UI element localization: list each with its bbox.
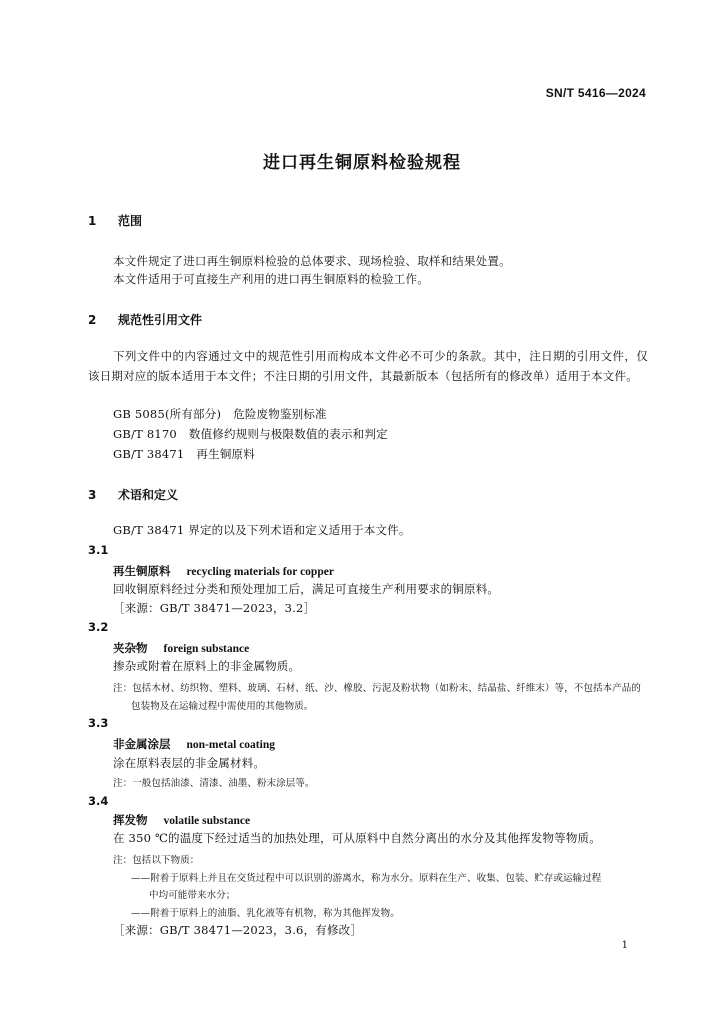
standard-number: SN/T 5416—2024 <box>545 86 646 100</box>
reference-code: GB/T 38471 <box>113 447 185 461</box>
term-en: recycling materials for copper <box>186 566 334 578</box>
term-heading <box>113 812 250 828</box>
section-number: 2 <box>88 313 97 327</box>
term-number: 3.4 <box>88 794 109 808</box>
term-note: 注：包括木材、纺织物、塑料、玻璃、石材、纸、沙、橡胶、污泥及粉状物（如粉末、结晶盐、纤维末）等，不包括本产品的 <box>113 683 642 694</box>
paragraph: 下列文件中的内容通过文中的规范性引用而构成本文件必不可少的条款。其中，注日期的引用文件，仅该日期对应的版本适用于本文件；不注日期的引用文件，其最新版本（包括所有的修改单）适用于本文件。 <box>88 349 648 383</box>
term-en: foreign substance <box>163 643 250 655</box>
term-heading <box>113 736 275 752</box>
reference-item <box>113 426 388 442</box>
term-zh: 夹杂物 <box>113 641 148 655</box>
section-title: 规范性引用文件 <box>118 313 203 327</box>
term-note-item-continued: 中均可能带来水分； <box>149 890 236 901</box>
term-source: ［来源：GB/T 38471—2023，3.6，有修改］ <box>113 923 363 937</box>
reference-code: GB 5085(所有部分) <box>113 407 222 421</box>
reference-item <box>113 406 327 422</box>
paragraph: 本文件规定了进口再生铜原料检验的总体要求、现场检验、取样和结果处置。 <box>113 254 511 268</box>
page-number: 1 <box>621 940 628 951</box>
term-heading <box>113 640 249 656</box>
section-3-heading <box>88 486 178 503</box>
section-number: 3 <box>88 488 97 502</box>
reference-name: 危险废物鉴别标准 <box>233 407 327 421</box>
term-note-continued: 包装物及在运输过程中需使用的其他物质。 <box>131 701 314 712</box>
term-zh: 再生铜原料 <box>113 564 171 578</box>
term-number: 3.2 <box>88 620 109 634</box>
term-definition: 在 350 ℃的温度下经过适当的加热处理，可从原料中自然分离出的水分及其他挥发物等物质。 <box>113 831 601 845</box>
term-zh: 非金属涂层 <box>113 737 171 751</box>
reference-item <box>113 446 255 462</box>
term-en: volatile substance <box>163 815 251 827</box>
reference-name: 再生铜原料 <box>196 447 255 461</box>
section-2-heading <box>88 311 202 328</box>
document-title: 进口再生铜原料检验规程 <box>263 153 461 173</box>
term-note-item: ——附着于原料上并且在交货过程中可以识别的游离水，称为水分。原料在生产、收集、包装、贮存或运输过程 <box>131 873 602 884</box>
term-definition: 回收铜原料经过分类和预处理加工后，满足可直接生产利用要求的铜原料。 <box>113 582 500 596</box>
term-definition: 掺杂或附着在原料上的非金属物质。 <box>113 659 301 673</box>
section-number: 1 <box>88 214 97 228</box>
section-1-heading <box>88 212 142 229</box>
term-note: 注：包括以下物质： <box>113 855 200 866</box>
term-definition: 涂在原料表层的非金属材料。 <box>113 756 266 770</box>
section-title: 术语和定义 <box>118 488 179 502</box>
term-zh: 挥发物 <box>113 813 148 827</box>
section-title: 范围 <box>118 214 143 228</box>
term-note-item: ——附着于原料上的油脂、乳化液等有机物，称为其他挥发物。 <box>131 908 400 919</box>
term-heading <box>113 563 334 579</box>
paragraph: GB/T 38471 界定的以及下列术语和定义适用于本文件。 <box>113 523 411 537</box>
paragraph: 本文件适用于可直接生产利用的进口再生铜原料的检验工作。 <box>113 272 429 286</box>
reference-name: 数值修约规则与极限数值的表示和判定 <box>188 427 388 441</box>
term-source: ［来源：GB/T 38471—2023，3.2］ <box>113 601 316 615</box>
term-note: 注：一般包括油漆、清漆、油墨、粉末涂层等。 <box>113 778 315 789</box>
term-number: 3.3 <box>88 716 109 730</box>
term-number: 3.1 <box>88 543 109 557</box>
reference-code: GB/T 8170 <box>113 427 177 441</box>
term-en: non-metal coating <box>186 739 275 751</box>
